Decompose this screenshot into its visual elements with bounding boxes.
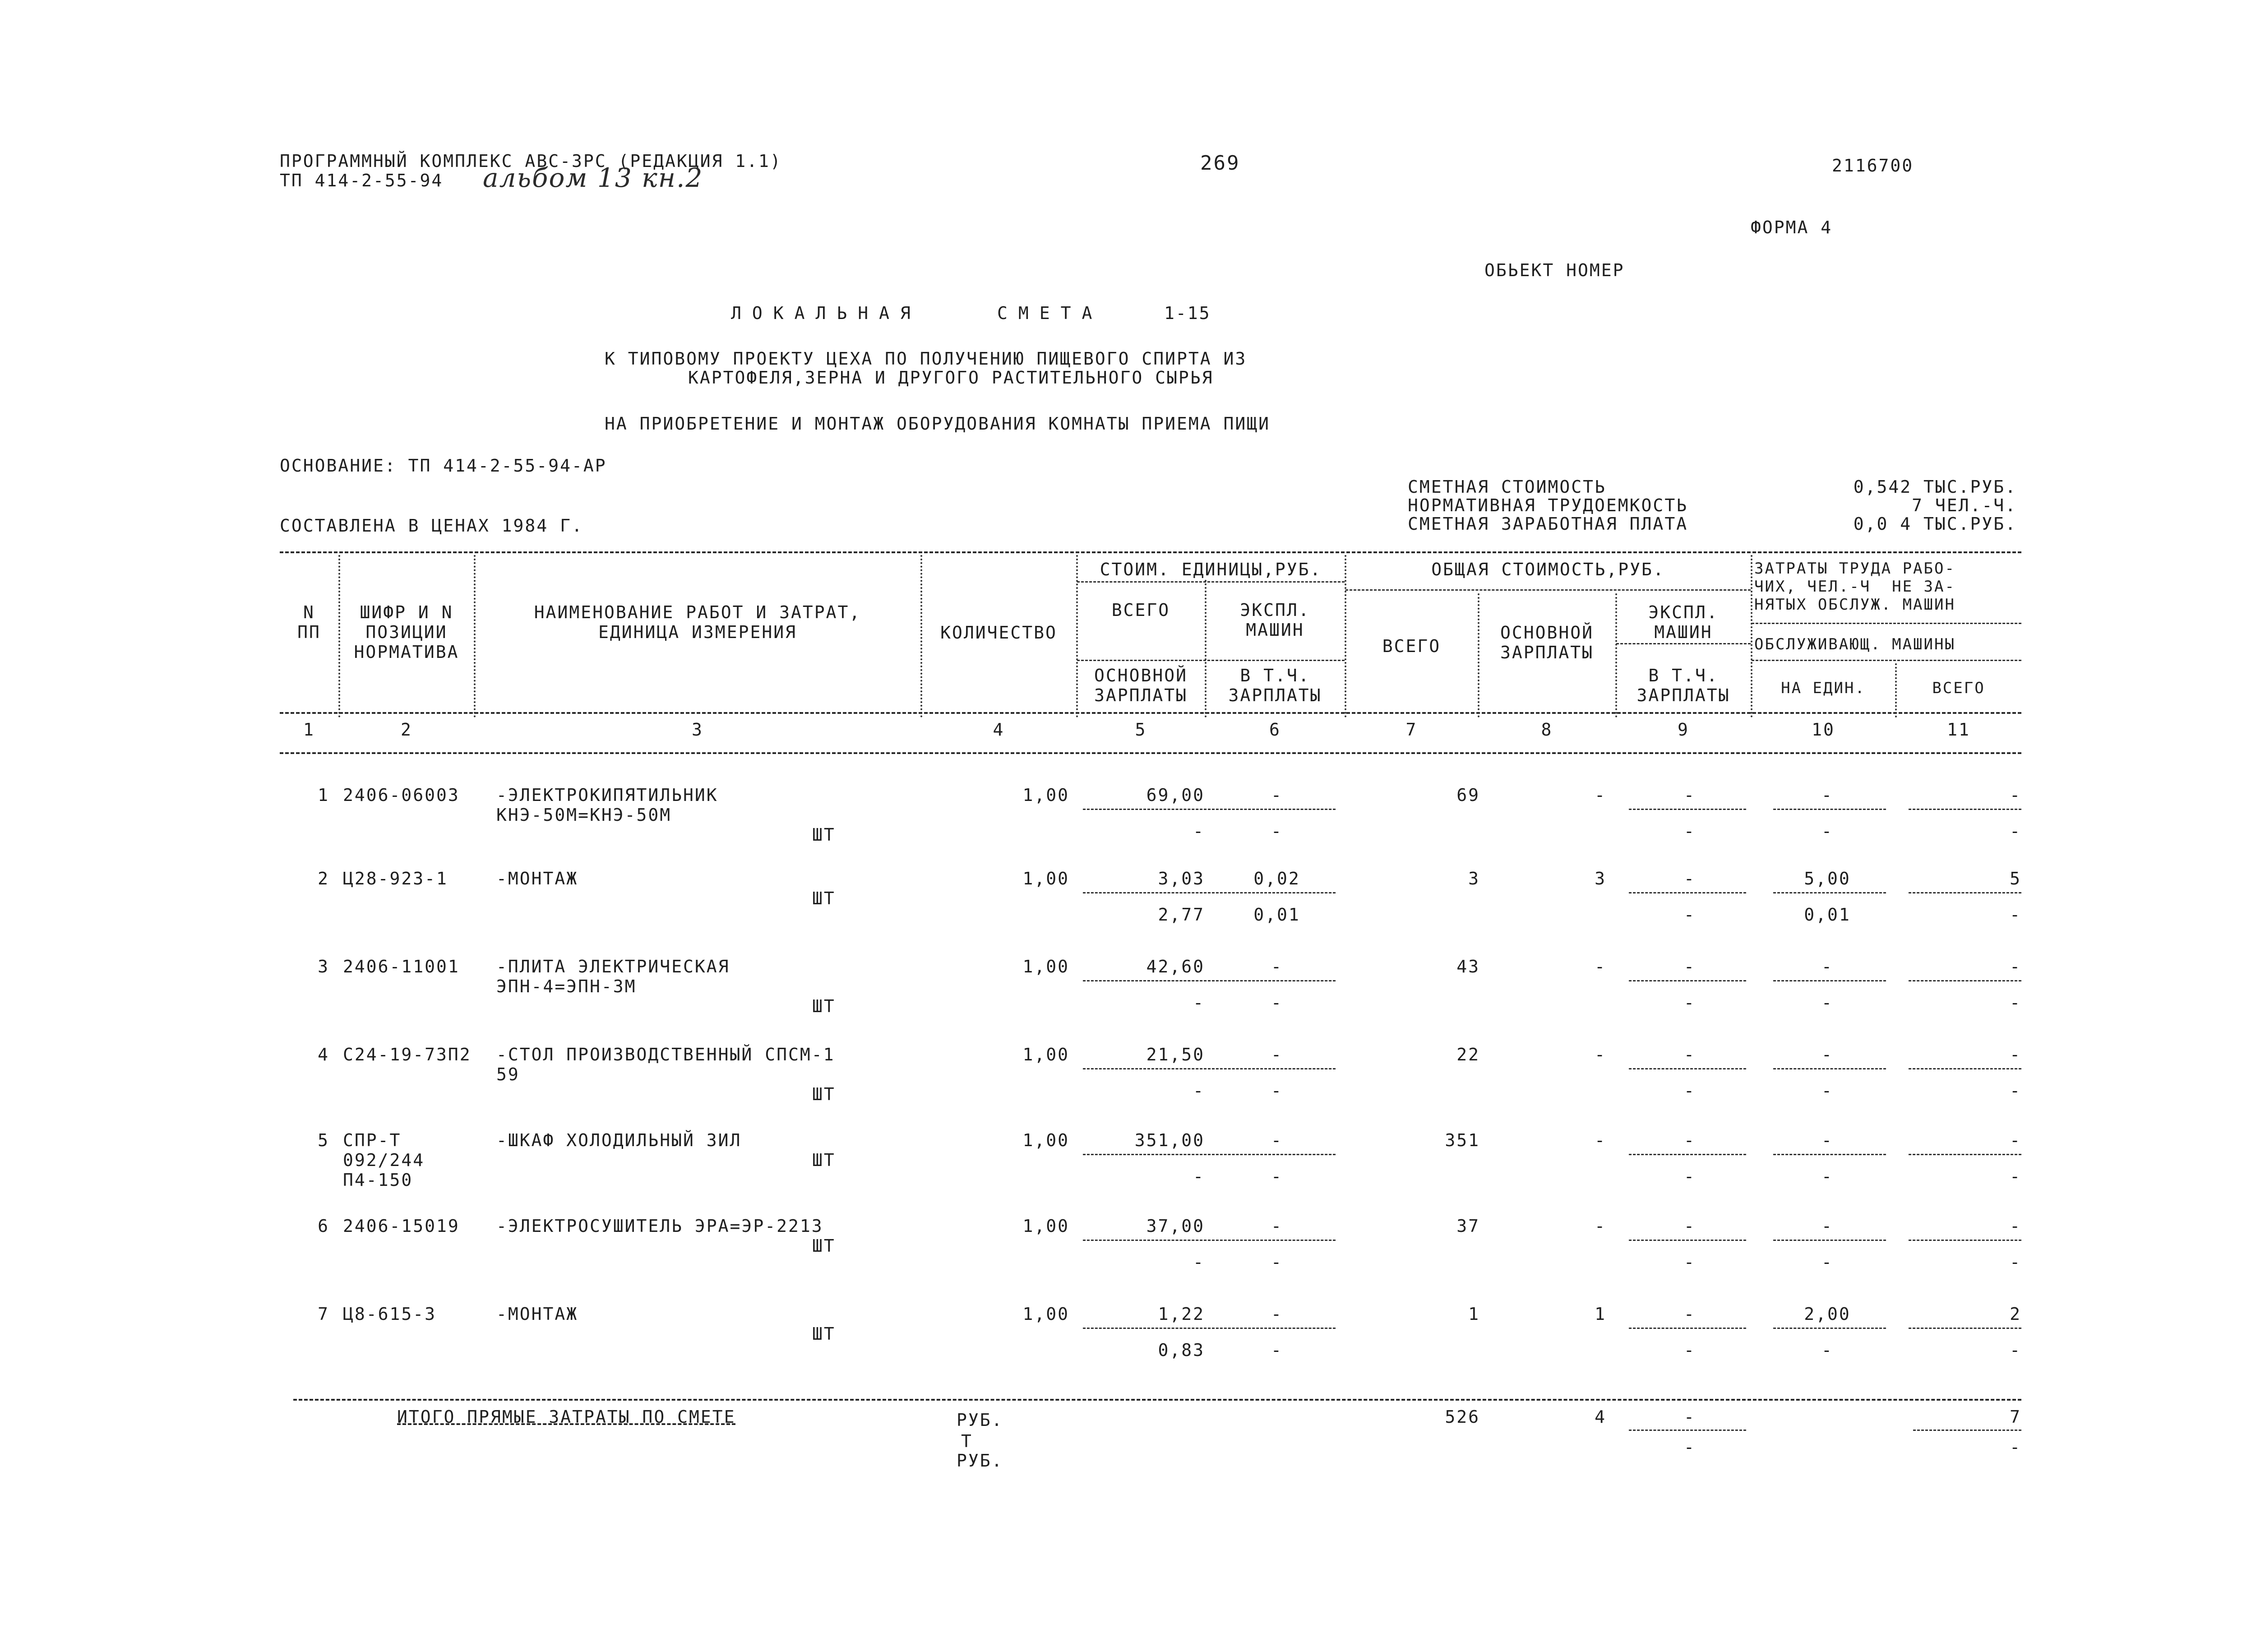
row-c7: 3 <box>1468 869 1480 888</box>
col-number: 10 <box>1812 720 1835 740</box>
row-c11: - <box>2010 1216 2021 1236</box>
row-c10: - <box>1821 1045 1833 1064</box>
row-c11b: - <box>2010 993 2021 1013</box>
purpose: НА ПРИОБРЕТЕНИЕ И МОНТАЖ ОБОРУДОВАНИЯ КОМНАТЫ ПРИЕМА ПИЩИ <box>605 414 1271 434</box>
row-c9b: - <box>1684 1252 1696 1272</box>
row-c10: - <box>1821 1216 1833 1236</box>
row-c11: - <box>2010 785 2021 805</box>
row-rule <box>1909 892 2021 893</box>
basis-line: ОСНОВАНИЕ: ТП 414-2-55-94-АР <box>280 456 607 476</box>
row-unit: ШТ <box>812 996 836 1016</box>
labor-total: ВСЕГО <box>1932 679 1985 697</box>
row-qty: 1,00 <box>1022 1304 1069 1324</box>
row-number: 4 <box>318 1045 329 1064</box>
col-number: 7 <box>1405 720 1418 740</box>
row-c9b: - <box>1684 905 1696 925</box>
row-c6: - <box>1271 1304 1283 1324</box>
totals-unit: РУБ. <box>957 1410 1003 1430</box>
heading-word1: ЛОКАЛЬНАЯ <box>731 303 921 323</box>
col-number: 11 <box>1947 720 1970 740</box>
header-rule <box>1345 589 1751 591</box>
total-cost-group: ОБЩАЯ СТОИМОСТЬ,РУБ. <box>1431 560 1665 579</box>
unit-cost-group: СТОИМ. ЕДИНИЦЫ,РУБ. <box>1100 560 1322 579</box>
row-c5: 3,03 <box>1158 869 1205 888</box>
row-c11: - <box>2010 1130 2021 1150</box>
doc-code: 2116700 <box>1832 156 1914 176</box>
row-name: -МОНТАЖ <box>496 1304 578 1324</box>
row-rule <box>1909 1068 2021 1069</box>
row-rule <box>1083 809 1336 810</box>
row-rule <box>1909 1240 2021 1241</box>
row-c10: 2,00 <box>1804 1304 1851 1324</box>
row-number: 2 <box>318 869 329 888</box>
row-c9: - <box>1684 1045 1696 1064</box>
row-rule <box>1083 1154 1336 1155</box>
row-c5: 69,00 <box>1146 785 1205 805</box>
row-rule <box>1773 892 1886 893</box>
heading-word2: СМЕТА <box>997 303 1103 323</box>
totals-unit-mid: Т <box>961 1431 973 1451</box>
row-unit: ШТ <box>812 1084 836 1104</box>
col-header-name: НАИМЕНОВАНИЕ РАБОТ И ЗАТРАТ, ЕДИНИЦА ИЗМЕРЕНИЯ <box>534 602 861 642</box>
header-rule <box>1077 581 1345 583</box>
row-rule <box>1083 980 1336 981</box>
row-c8: - <box>1595 957 1606 976</box>
row-unit: ШТ <box>812 1150 836 1170</box>
object-number-label: ОБЬЕКТ НОМЕР <box>1484 260 1625 280</box>
heading-number: 1-15 <box>1164 303 1211 323</box>
totals-c7: 526 <box>1445 1407 1480 1427</box>
row-unit: ШТ <box>812 888 836 908</box>
row-c11b: - <box>2010 1252 2021 1272</box>
row-c6b: - <box>1271 821 1283 841</box>
totals-rule <box>1913 1430 2021 1431</box>
row-c6b: - <box>1271 1252 1283 1272</box>
row-qty: 1,00 <box>1022 1130 1069 1150</box>
row-c5: 1,22 <box>1158 1304 1205 1324</box>
col-header-n: N ПП <box>297 602 321 642</box>
row-c6: - <box>1271 957 1283 976</box>
row-code: СПР-Т 092/244 П4-150 <box>343 1130 425 1190</box>
row-c11: - <box>2010 1045 2021 1064</box>
row-rule <box>1083 1328 1336 1329</box>
handwritten-note: альбом 13 кн.2 <box>483 162 703 193</box>
row-c11b: - <box>2010 1340 2021 1360</box>
row-c9b: - <box>1684 1166 1696 1186</box>
row-c8: - <box>1595 1216 1606 1236</box>
row-c9: - <box>1684 785 1696 805</box>
row-rule <box>1773 1154 1886 1155</box>
totals-c9b: - <box>1684 1437 1696 1457</box>
total-machines: ЭКСПЛ. МАШИН <box>1648 602 1719 642</box>
row-rule <box>1083 1068 1336 1069</box>
row-c5: 21,50 <box>1146 1045 1205 1064</box>
row-name: -ЭЛЕКТРОСУШИТЕЛЬ ЭРА=ЭР-2213 <box>496 1216 823 1236</box>
row-rule <box>1773 980 1886 981</box>
header-rule <box>280 712 2021 714</box>
row-unit: ШТ <box>812 825 836 845</box>
row-qty: 1,00 <box>1022 785 1069 805</box>
row-code: С24-19-73П2 <box>343 1045 472 1064</box>
header-bottom-rule <box>280 752 2021 754</box>
row-unit: ШТ <box>812 1236 836 1256</box>
col-number: 1 <box>303 720 315 740</box>
row-c5: 351,00 <box>1134 1130 1205 1150</box>
row-c5b: 0,83 <box>1158 1340 1205 1360</box>
row-rule <box>1909 1328 2021 1329</box>
row-c6: - <box>1271 785 1283 805</box>
row-rule <box>1629 980 1746 981</box>
row-rule <box>1083 1240 1336 1241</box>
row-rule <box>1083 892 1336 893</box>
page-number: 269 <box>1200 152 1240 175</box>
row-c6b: - <box>1271 1340 1283 1360</box>
col-number: 8 <box>1541 720 1553 740</box>
row-c9b: - <box>1684 993 1696 1013</box>
row-c9: - <box>1684 869 1696 888</box>
row-code: Ц8-615-3 <box>343 1304 437 1324</box>
row-rule <box>1773 1240 1886 1241</box>
row-number: 6 <box>318 1216 329 1236</box>
header-rule <box>1077 660 1345 661</box>
totals-unit: РУБ. <box>957 1451 1003 1471</box>
row-c7: 43 <box>1456 957 1480 976</box>
row-c10: - <box>1821 1130 1833 1150</box>
totals-c11b: - <box>2010 1437 2021 1457</box>
row-c9: - <box>1684 1130 1696 1150</box>
row-c5b: - <box>1193 1166 1205 1186</box>
total-wage: ОСНОВНОЙ ЗАРПЛАТЫ <box>1500 623 1594 662</box>
totals-c11: 7 <box>2010 1407 2021 1427</box>
form-label: ФОРМА 4 <box>1751 217 1833 237</box>
col-header-qty: КОЛИЧЕСТВО <box>940 623 1057 643</box>
row-c6: - <box>1271 1045 1283 1064</box>
col-number: 9 <box>1678 720 1689 740</box>
row-c10b: - <box>1821 1081 1833 1101</box>
row-c10: - <box>1821 785 1833 805</box>
row-c6b: - <box>1271 993 1283 1013</box>
col-number: 5 <box>1135 720 1147 740</box>
labor-group: ЗАТРАТЫ ТРУДА РАБО- ЧИХ, ЧЕЛ.-Ч НЕ ЗА- НЯТЫХ ОБСЛУЖ. МАШИН <box>1754 560 1956 614</box>
summary-label-wage: СМЕТНАЯ ЗАРАБОТНАЯ ПЛАТА <box>1408 514 1688 534</box>
row-rule <box>1629 1154 1746 1155</box>
row-code: Ц28-923-1 <box>343 869 448 888</box>
row-number: 7 <box>318 1304 329 1324</box>
totals-c9: - <box>1684 1407 1696 1427</box>
summary-value-wage: 0,0 4 ТЫС.РУБ. <box>1853 514 2017 534</box>
row-c11: 2 <box>2010 1304 2021 1324</box>
row-c7: 22 <box>1456 1045 1480 1064</box>
row-c6b: - <box>1271 1081 1283 1101</box>
header-rule <box>1752 660 2021 661</box>
row-c8: - <box>1595 1130 1606 1150</box>
row-c5b: - <box>1193 1081 1205 1101</box>
row-code: 2406-11001 <box>343 957 460 976</box>
row-c7: 351 <box>1445 1130 1480 1150</box>
header-rule <box>1752 623 2021 624</box>
row-c10b: - <box>1821 1252 1833 1272</box>
summary-value-labor: 7 ЧЕЛ.-Ч. <box>1912 495 2017 515</box>
row-c10b: 0,01 <box>1804 905 1851 925</box>
row-number: 3 <box>318 957 329 976</box>
row-c8: - <box>1595 785 1606 805</box>
row-rule <box>1909 980 2021 981</box>
row-c11b: - <box>2010 1081 2021 1101</box>
header-top-rule <box>280 551 2021 553</box>
row-c10b: - <box>1821 821 1833 841</box>
col-number: 3 <box>692 720 703 740</box>
total-all: ВСЕГО <box>1382 636 1441 656</box>
total-incl-wage: В Т.Ч. ЗАРПЛАТЫ <box>1637 666 1730 705</box>
labor-serving: ОБСЛУЖИВАЮЩ. МАШИНЫ <box>1754 635 1956 653</box>
totals-c8: 4 <box>1595 1407 1606 1427</box>
row-rule <box>1629 1068 1746 1069</box>
row-qty: 1,00 <box>1022 957 1069 976</box>
row-c5b: - <box>1193 821 1205 841</box>
row-rule <box>1629 892 1746 893</box>
row-name: -ШКАФ ХОЛОДИЛЬНЫЙ ЗИЛ <box>496 1130 742 1150</box>
row-c9b: - <box>1684 1081 1696 1101</box>
row-c5: 42,60 <box>1146 957 1205 976</box>
summary-label-cost: СМЕТНАЯ СТОИМОСТЬ <box>1408 477 1606 497</box>
row-c9: - <box>1684 957 1696 976</box>
row-c9: - <box>1684 1304 1696 1324</box>
row-rule <box>1909 1154 2021 1155</box>
row-c6b: - <box>1271 1166 1283 1186</box>
row-name: -ПЛИТА ЭЛЕКТРИЧЕСКАЯ ЭПН-4=ЭПН-3М <box>496 957 730 996</box>
row-qty: 1,00 <box>1022 869 1069 888</box>
row-c10b: - <box>1821 1340 1833 1360</box>
col-number: 2 <box>401 720 412 740</box>
row-c8: - <box>1595 1045 1606 1064</box>
unit-wage: ОСНОВНОЙ ЗАРПЛАТЫ <box>1094 666 1188 705</box>
col-number: 4 <box>993 720 1005 740</box>
row-rule <box>1629 1328 1746 1329</box>
col-number: 6 <box>1269 720 1281 740</box>
row-number: 1 <box>318 785 329 805</box>
row-rule <box>1629 809 1746 810</box>
row-name: -МОНТАЖ <box>496 869 578 888</box>
row-c10b: - <box>1821 1166 1833 1186</box>
subtitle-line1: К ТИПОВОМУ ПРОЕКТУ ЦЕХА ПО ПОЛУЧЕНИЮ ПИЩЕВОГО СПИРТА ИЗ <box>605 349 1247 369</box>
unit-machines: ЭКСПЛ. МАШИН <box>1240 600 1310 640</box>
row-c5b: 2,77 <box>1158 905 1205 925</box>
row-number: 5 <box>318 1130 329 1150</box>
row-name: -ЭЛЕКТРОКИПЯТИЛЬНИК КНЭ-50М=КНЭ-50М <box>496 785 718 825</box>
row-c10b: - <box>1821 993 1833 1013</box>
row-name: -СТОЛ ПРОИЗВОДСТВЕННЫЙ СПСМ-1 59 <box>496 1045 835 1084</box>
row-c6: - <box>1271 1130 1283 1150</box>
row-c10: - <box>1821 957 1833 976</box>
compiled-line: СОСТАВЛЕНА В ЦЕНАХ 1984 Г. <box>280 516 583 536</box>
row-c7: 1 <box>1468 1304 1480 1324</box>
row-c5b: - <box>1193 1252 1205 1272</box>
row-c11b: - <box>2010 905 2021 925</box>
row-c6: - <box>1271 1216 1283 1236</box>
row-c8: 3 <box>1595 869 1606 888</box>
unit-incl-wage: В Т.Ч. ЗАРПЛАТЫ <box>1228 666 1322 705</box>
row-c5: 37,00 <box>1146 1216 1205 1236</box>
header-rule <box>1616 643 1751 644</box>
program-line: ПРОГРАММНЫЙ КОМПЛЕКС АВС-3РС (РЕДАКЦИЯ 1.1) <box>280 151 782 171</box>
row-qty: 1,00 <box>1022 1216 1069 1236</box>
row-c11b: - <box>2010 1166 2021 1186</box>
row-c11: 5 <box>2010 869 2021 888</box>
labor-per-unit: НА ЕДИН. <box>1781 679 1866 697</box>
row-c11b: - <box>2010 821 2021 841</box>
row-c6b: 0,01 <box>1253 905 1300 925</box>
row-code: 2406-15019 <box>343 1216 460 1236</box>
col-header-code: ШИФР И N ПОЗИЦИИ НОРМАТИВА <box>354 602 459 662</box>
row-unit: ШТ <box>812 1324 836 1344</box>
row-rule <box>1909 809 2021 810</box>
row-c10: 5,00 <box>1804 869 1851 888</box>
row-c7: 69 <box>1456 785 1480 805</box>
totals-label: ИТОГО ПРЯМЫЕ ЗАТРАТЫ ПО СМЕТЕ <box>397 1407 736 1427</box>
row-c7: 37 <box>1456 1216 1480 1236</box>
row-c9b: - <box>1684 1340 1696 1360</box>
row-code: 2406-06003 <box>343 785 460 805</box>
row-c6: 0,02 <box>1253 869 1300 888</box>
totals-rule <box>293 1399 2021 1401</box>
row-rule <box>1773 809 1886 810</box>
tp-line: ТП 414-2-55-94 <box>280 171 444 190</box>
row-c11: - <box>2010 957 2021 976</box>
row-qty: 1,00 <box>1022 1045 1069 1064</box>
summary-value-cost: 0,542 ТЫС.РУБ. <box>1853 477 2017 497</box>
unit-total: ВСЕГО <box>1111 600 1170 620</box>
summary-label-labor: НОРМАТИВНАЯ ТРУДОЕМКОСТЬ <box>1408 495 1688 515</box>
row-c5b: - <box>1193 993 1205 1013</box>
row-rule <box>1629 1240 1746 1241</box>
row-c9b: - <box>1684 821 1696 841</box>
row-c8: 1 <box>1595 1304 1606 1324</box>
row-rule <box>1773 1068 1886 1069</box>
subtitle-line2: КАРТОФЕЛЯ,ЗЕРНА И ДРУГОГО РАСТИТЕЛЬНОГО СЫРЬЯ <box>688 368 1214 388</box>
row-rule <box>1773 1328 1886 1329</box>
totals-rule <box>1629 1430 1746 1431</box>
row-c9: - <box>1684 1216 1696 1236</box>
